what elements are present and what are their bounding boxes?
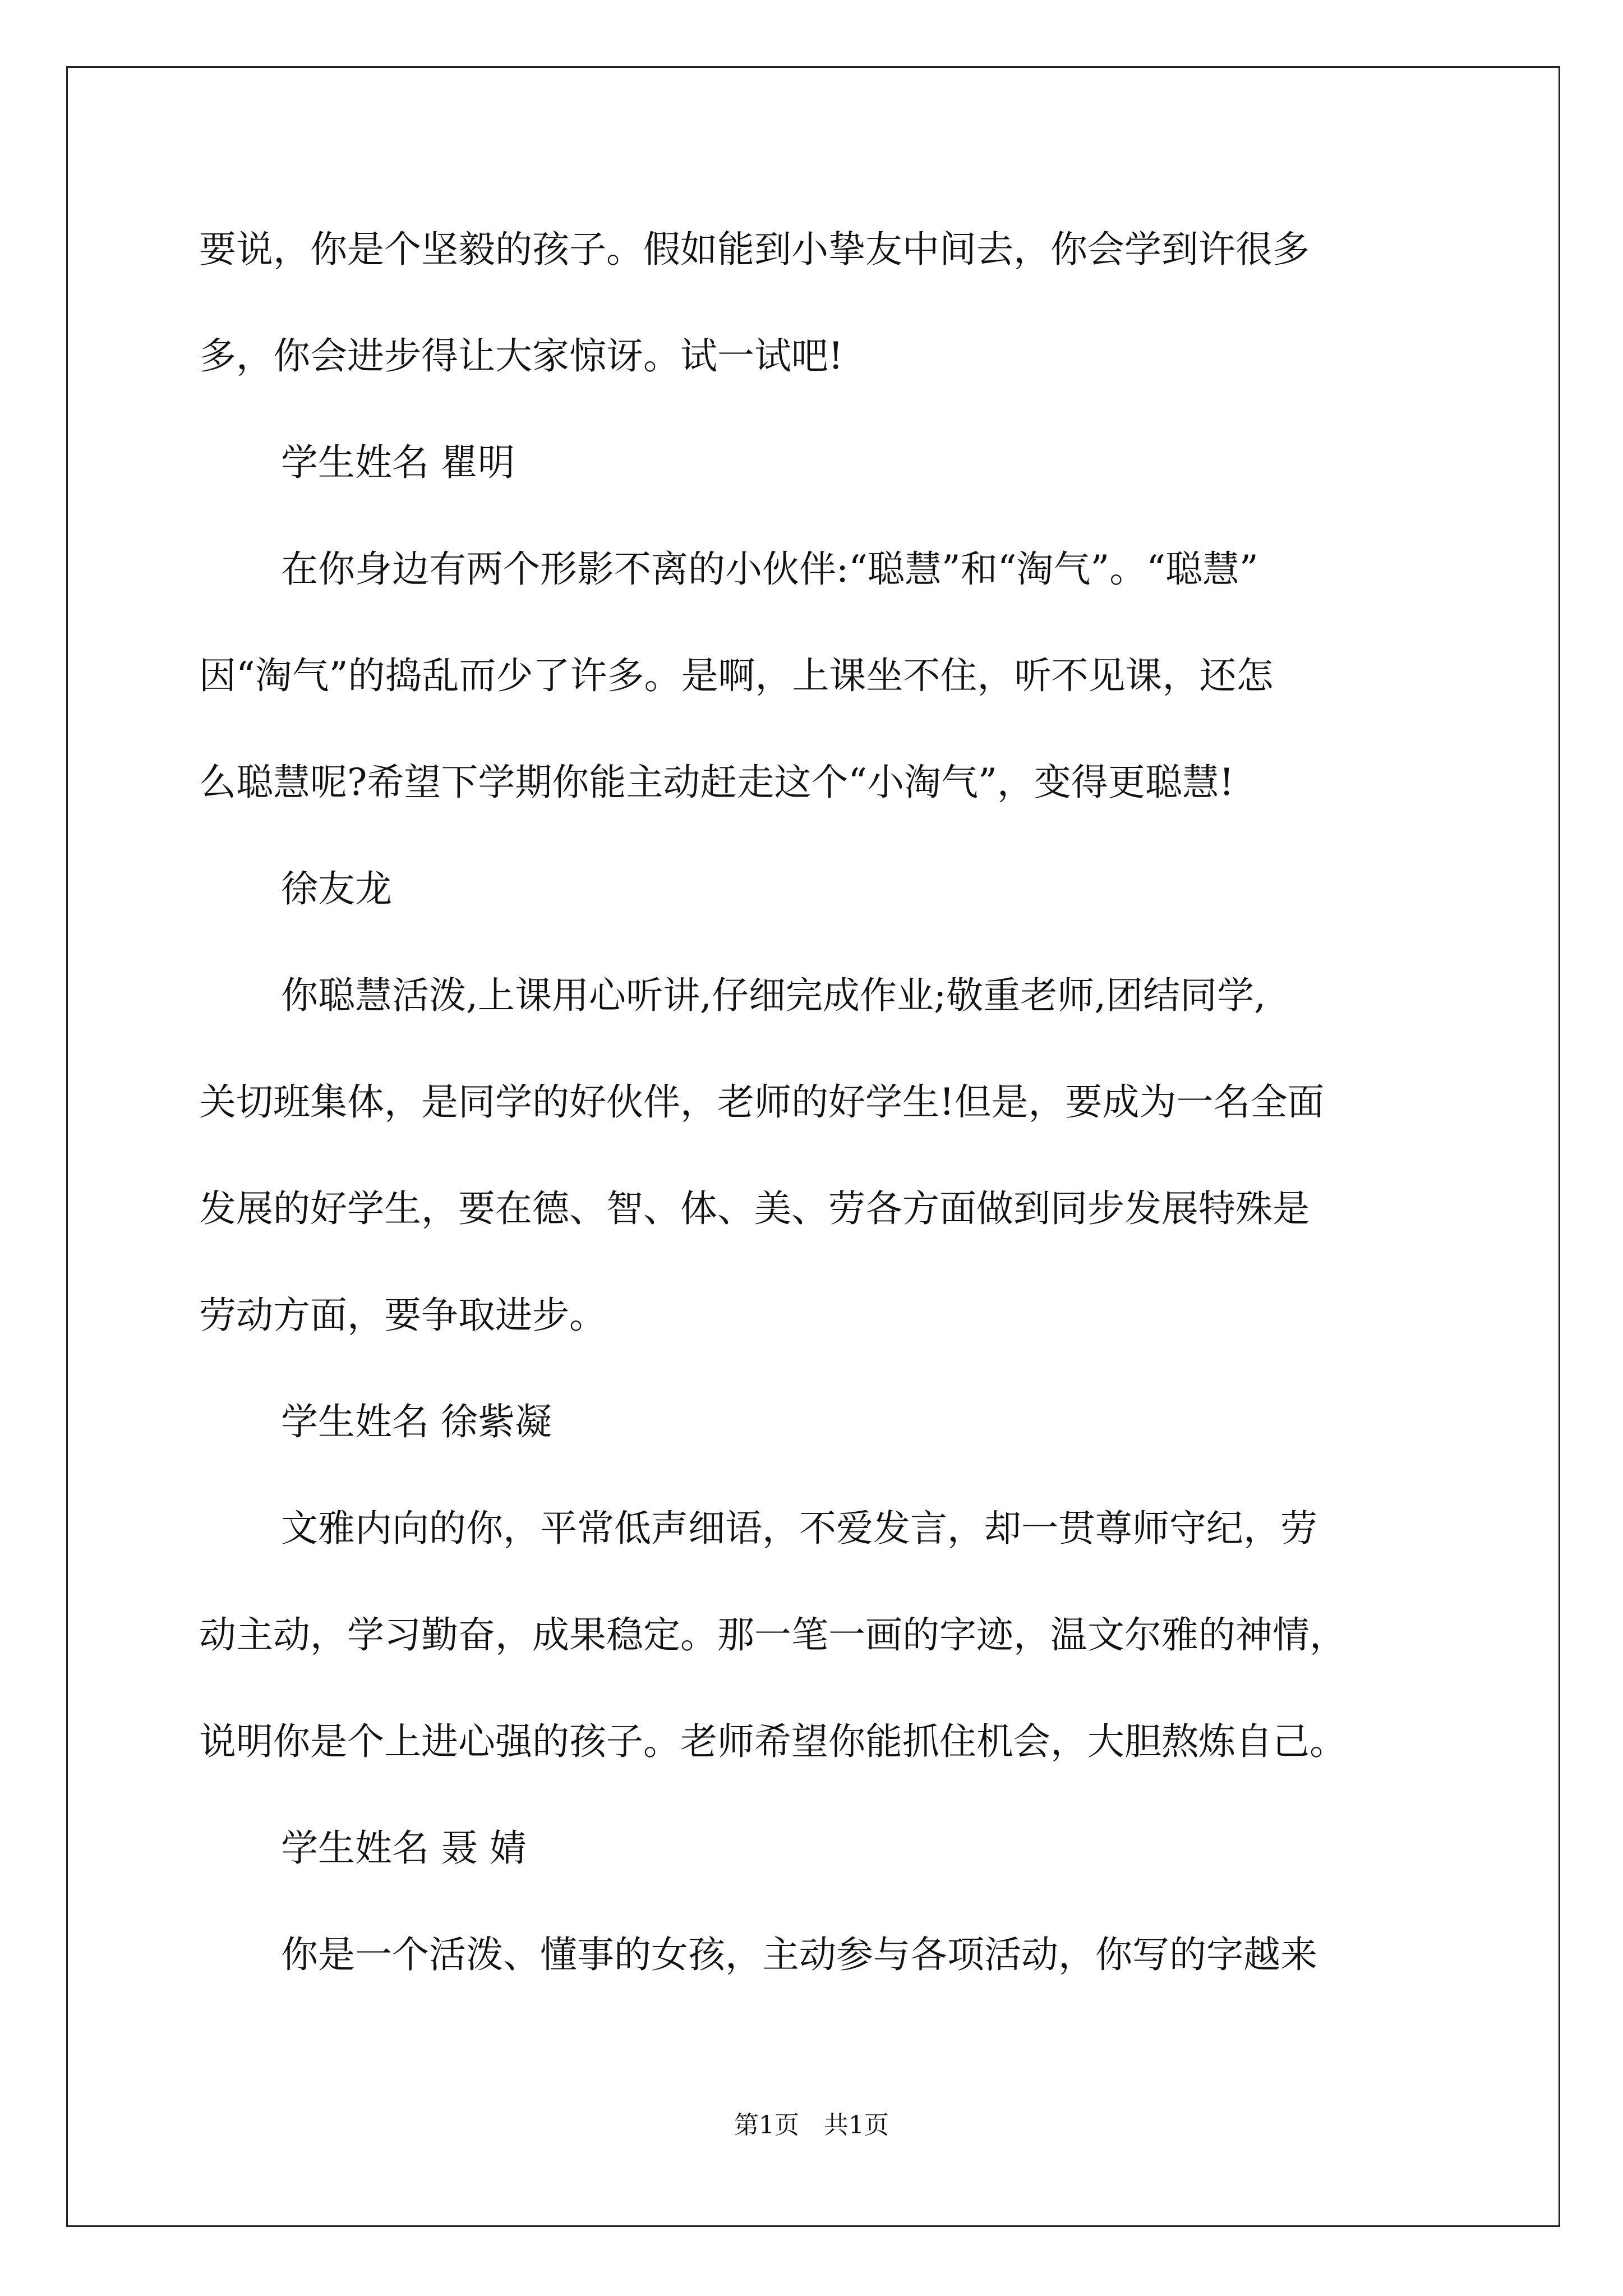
text-line-11: 劳动方面，要争取进步。 [199, 1294, 606, 1337]
text-line-14: 动主动，学习勤奋，成果稳定。那一笔一画的字迹，温文尔雅的神情， [199, 1613, 1347, 1657]
text-line-15: 说明你是个上进心强的孩子。老师希望你能抓住机会，大胆熬炼自己。 [199, 1720, 1347, 1763]
student-name-nie-jing: 学生姓名 聂 婧 [281, 1826, 527, 1870]
student-name-qu-ming: 学生姓名 瞿明 [281, 441, 515, 484]
text-line-4: 在你身边有两个形影不离的小伙伴:“聪慧”和“淘气”。“聪慧” [281, 547, 1258, 591]
text-line-5: 因“淘气”的捣乱而少了许多。是啊，上课坐不住，听不见课，还怎 [199, 654, 1274, 697]
text-line-8: 你聪慧活泼,上课用心听讲,仔细完成作业;敬重老师,团结同学, [281, 974, 1266, 1017]
document-body [199, 219, 1433, 2031]
text-line-2: 多，你会进步得让大家惊讶。试一试吧! [199, 334, 843, 378]
page-footer: 第1页 共1页 [734, 2111, 889, 2139]
student-name-xu-youlong: 徐友龙 [281, 867, 392, 910]
text-line-6: 么聪慧呢?希望下学期你能主动赶走这个“小淘气”，变得更聪慧! [199, 761, 1234, 804]
text-line-10: 发展的好学生，要在德、智、体、美、劳各方面做到同步发展特殊是 [199, 1187, 1310, 1230]
text-line-1: 要说，你是个坚毅的孩子。假如能到小挚友中间去，你会学到许很多 [199, 228, 1310, 271]
text-line-17: 你是一个活泼、懂事的女孩，主动参与各项活动，你写的字越来 [281, 1933, 1317, 1976]
text-line-9: 关切班集体，是同学的好伙伴，老师的好学生!但是，要成为一名全面 [199, 1080, 1325, 1124]
text-line-13: 文雅内向的你，平常低声细语，不爱发言，却一贯尊师守纪，劳 [281, 1507, 1317, 1550]
student-name-xu-ziying: 学生姓名 徐紫凝 [281, 1400, 552, 1443]
